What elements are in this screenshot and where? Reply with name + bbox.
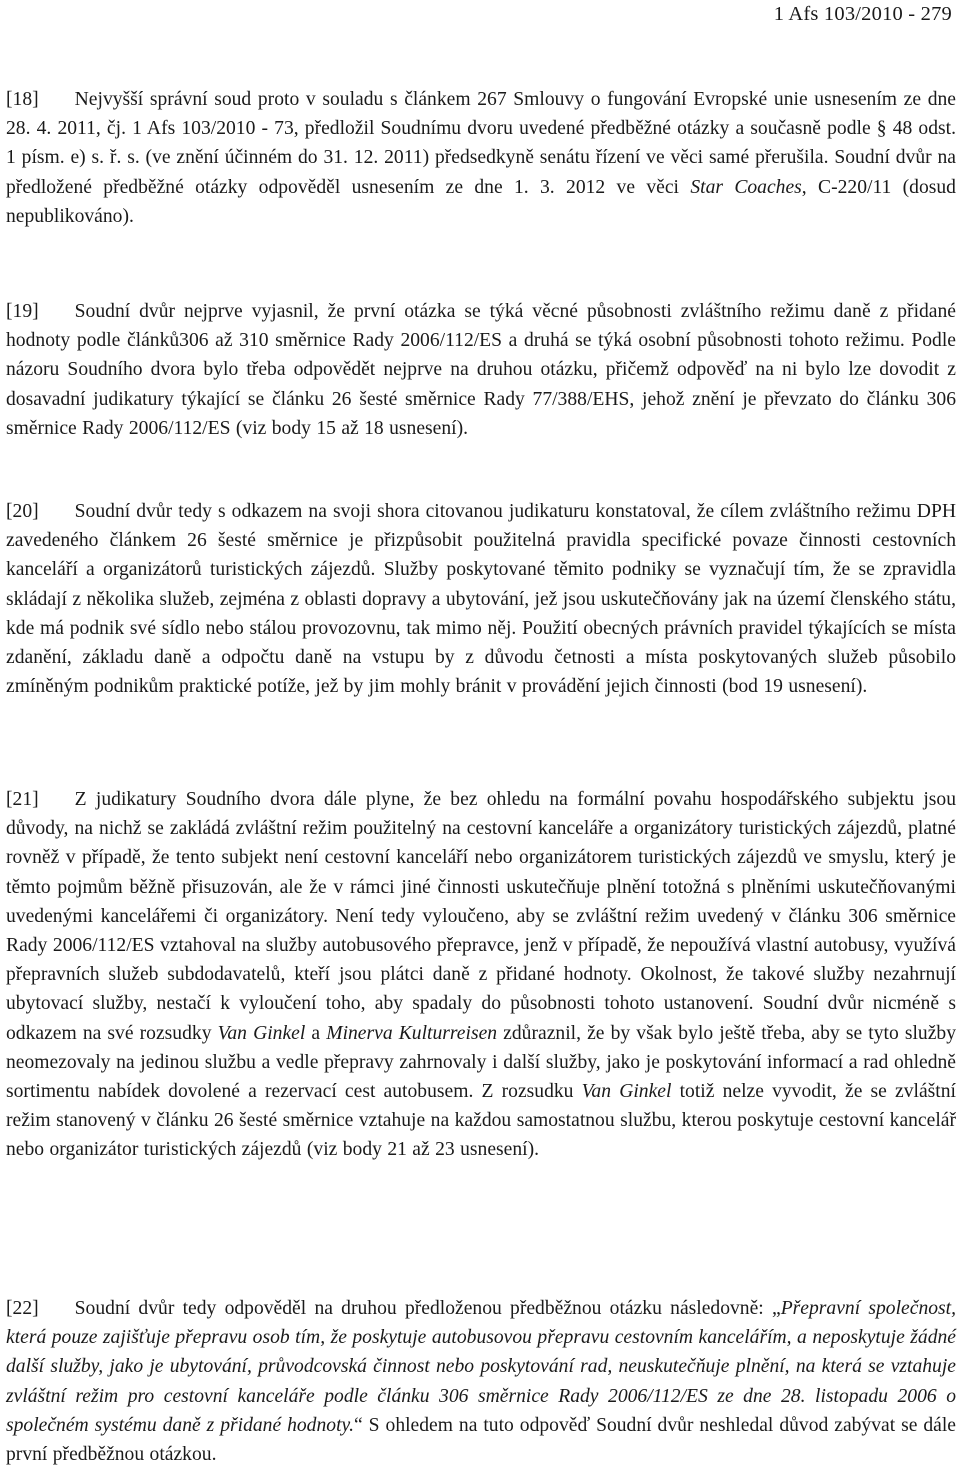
paragraph-text: Soudní dvůr tedy s odkazem na svoji shora citovanou judikaturu konstatoval, že cílem zvláštního režimu DPH zavedeného článkem 26 šesté směrnice je přizpůsobit použitelná pravidla specifické povaze činnosti cestovních kanceláří a organizátorů turistických zájezdů. Služby poskytované těmito podniky se vyznačují tím, že se zpravidla skládají z několika služeb, zejména z oblasti dopravy a ubytování, jež jsou uskutečňovány jak na území členského státu, kde má podnik své sídlo nebo stálou provozovnu, tak mimo něj. Použití obecných právních pravidel týkajících se místa zdanění, základu daně a odpočtu daně na vstupu by z důvodu četnosti a místa poskytovaných služeb působilo zmíněným podnikům praktické potíže, jež by jim mohly bránit v provádění jejich činnosti (bod 19 usnesení). — [6, 501, 956, 698]
paragraph-number: [21] — [6, 789, 39, 810]
paragraph-number: [18] — [6, 89, 39, 110]
case-name: Van Ginkel — [581, 1081, 672, 1103]
paragraph-20 — [6, 497, 956, 701]
paragraph-text-tail: , C-220/11 (dosud nepublikováno). — [6, 176, 956, 227]
paragraph-number: [22] — [6, 1298, 39, 1319]
case-name: Van Ginkel — [217, 1022, 306, 1044]
paragraph-text: Nejvyšší správní soud proto v souladu s článkem 267 Smlouvy o fungování Evropské unie usnesením ze dne 28. 4. 2011, čj. 1 Afs 103/2010 - 73, předložil Soudnímu dvoru uvedené předběžné otázky a současně podle § 48 odst. 1 písm. e) s. ř. s. (ve znění účinném do 31. 12. 2011) předsedkyně senátu řízení ve věci samé přerušila. Soudní dvůr na předložené předběžné otázky odpověděl usnesením ze dne 1. 3. 2012 ve věci — [6, 89, 956, 198]
case-name: Star Coaches — [690, 176, 802, 198]
paragraph-text: Z judikatury Soudního dvora dále plyne, že bez ohledu na formální povahu hospodářského subjektu jsou důvody, na nichž se zakládá zvláštní režim použitelný na cestovní kanceláře a organizátory turistických zájezdů, platné rovněž v případě, že tento subjekt není cestovní kanceláří nebo organizátorem turistických zájezdů ve smyslu, který je těmto pojmům běžně přisuzován, ale že v rámci jiné činnosti uskutečňuje plnění totožná s plněními uskutečňovanými uvedenými kancelářemi či organizátory. Není tedy vyloučeno, aby se zvláštní režim uvedený v článku 306 směrnice Rady 2006/112/ES vztahoval na služby autobusového přepravce, jenž v případě, že nepoužívá vlastní autobusy, využívá přepravních služeb subdodavatelů, kteří jsou plátci daně z přidané hodnoty. Okolnost, že takové služby nezahrnují ubytovací služby, nestačí k vyloučení toho, aby spadaly do působnosti tohoto ustanovení. Soudní dvůr nicméně s odkazem na své rozsudky — [6, 789, 956, 1044]
paragraph-22 — [6, 1294, 956, 1469]
case-name: Minerva Kulturreisen — [326, 1022, 498, 1044]
paragraph-18 — [6, 85, 956, 231]
paragraph-text: totiž nelze vyvodit, že se zvláštní režim stanovený v článku 26 šesté směrnice vztahuje na každou samostatnou službu, kterou poskytuje cestovní kancelář nebo organizátor turistických zájezdů (viz body 21 až 23 usnesení). — [6, 1081, 956, 1161]
paragraph-text: zdůraznil, že by však bylo ještě třeba, aby se tyto služby neomezovaly na jedinou službu a vedle přepravy zahrnovaly i další služby, jako je poskytování informací a rad ohledně sortimentu nabídek dovolené a rezervací cest autobusem. Z rozsudku — [6, 1022, 956, 1103]
paragraph-21 — [6, 785, 956, 1165]
paragraph-number: [20] — [6, 501, 39, 522]
case-reference: 1 Afs 103/2010 - 279 — [773, 3, 952, 25]
quoted-ruling: Přepravní společnost, která pouze zajišťuje přepravu osob tím, že poskytuje autobusovou přepravu cestovním kancelářím, a neposkytuje žádné další služby, jako je ubytování, průvodcovská činnost nebo poskytování rad, neuskutečňuje plnění, na která se vztahuje zvláštní režim pro cestovní kanceláře podle článku 306 směrnice Rady 2006/112/ES ze dne 28. listopadu 2006 o společném systému daně z přidané hodnoty. — [6, 1298, 956, 1436]
paragraph-text: Soudní dvůr tedy odpověděl na druhou předloženou předběžnou otázku následovně: „ — [74, 1298, 781, 1319]
paragraph-text: a — [305, 1022, 327, 1044]
paragraph-19 — [6, 297, 956, 443]
paragraph-text: Soudní dvůr nejprve vyjasnil, že první otázka se týká věcné působnosti zvláštního režimu daně z přidané hodnoty podle článků306 až 310 směrnice Rady 2006/112/ES a druhá se týká osobní působnosti tohoto režimu. Podle názoru Soudního dvora bylo třeba odpovědět nejprve na druhou otázku, přičemž odpověď na ni bylo lze dovodit z dosavadní judikatury týkající se článku 26 šesté směrnice Rady 77/388/EHS, jehož znění je převzato do článku 306 směrnice Rady 2006/112/ES (viz body 15 až 18 usnesení). — [6, 301, 956, 439]
paragraph-text: “ S ohledem na tuto odpověď Soudní dvůr neshledal důvod zabývat se dále první předběžnou otázkou. — [6, 1414, 956, 1466]
paragraph-number: [19] — [6, 301, 39, 322]
